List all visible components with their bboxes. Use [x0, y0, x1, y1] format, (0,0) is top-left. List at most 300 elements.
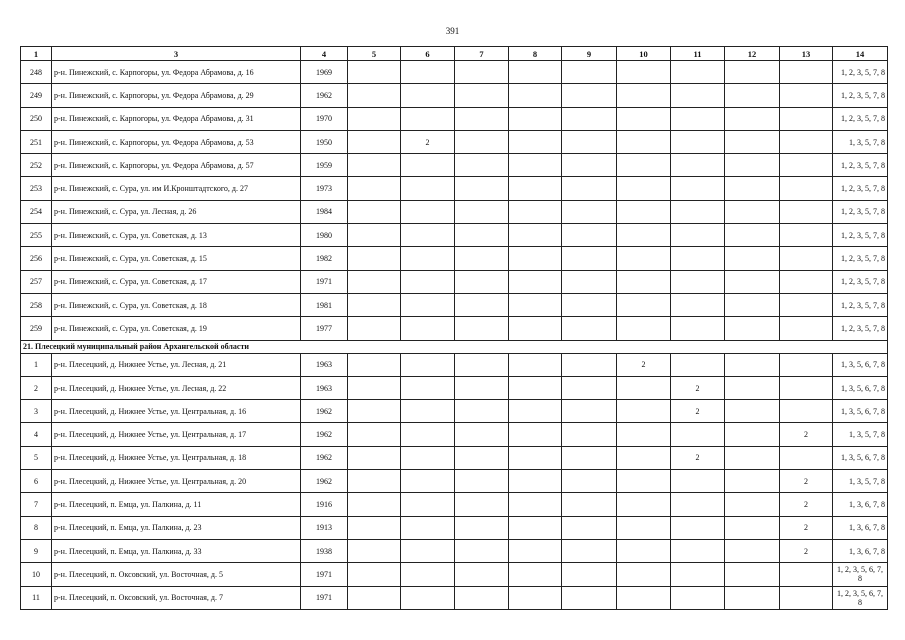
- housing-register-table: [20, 46, 888, 610]
- col9-cell: [562, 376, 617, 399]
- table-row: [21, 61, 888, 84]
- col8-cell: [509, 84, 562, 107]
- col14-cell: [833, 516, 888, 539]
- row-number-cell: 249: [21, 84, 52, 107]
- col12-cell: [725, 154, 780, 177]
- col6-cell: [401, 516, 455, 539]
- section-heading-row: [21, 340, 888, 353]
- col13-cell: [780, 270, 833, 293]
- address-cell: р-н. Плесецкий, д. Нижнее Устье, ул. Лесная, д. 21: [52, 353, 301, 376]
- table-row: [21, 107, 888, 130]
- row-number-cell: 7: [21, 493, 52, 516]
- col6-cell: [401, 177, 455, 200]
- col9-cell: [562, 107, 617, 130]
- col9-cell: [562, 293, 617, 316]
- col6-cell: [401, 200, 455, 223]
- col5-cell: [348, 317, 401, 340]
- col12-cell: [725, 586, 780, 609]
- year-cell: 1971: [301, 270, 348, 293]
- col14-cell: [833, 247, 888, 270]
- address-cell: р-н. Пинежский, с. Сура, ул. Советская, д. 15: [52, 247, 301, 270]
- col14-cell: [833, 563, 888, 586]
- col14-cell: [833, 539, 888, 562]
- column-header: 4: [301, 47, 348, 61]
- col9-cell: [562, 224, 617, 247]
- address-cell: р-н. Плесецкий, п. Емца, ул. Палкина, д. 33: [52, 539, 301, 562]
- col10-cell: [617, 84, 671, 107]
- col12-cell: [725, 224, 780, 247]
- table-row: [21, 539, 888, 562]
- address-cell: р-н. Плесецкий, д. Нижнее Устье, ул. Центральная, д. 17: [52, 423, 301, 446]
- col12-cell: [725, 317, 780, 340]
- row-number-cell: 248: [21, 61, 52, 84]
- col13-cell: 2: [780, 423, 833, 446]
- col6-cell: [401, 446, 455, 469]
- col9-cell: [562, 130, 617, 153]
- col9-cell: [562, 516, 617, 539]
- col10-cell: [617, 247, 671, 270]
- col11-cell: [671, 516, 725, 539]
- col5-cell: [348, 247, 401, 270]
- col10-cell: [617, 423, 671, 446]
- col5-cell: [348, 154, 401, 177]
- col5-cell: [348, 353, 401, 376]
- col10-cell: [617, 493, 671, 516]
- col14-cell: [833, 376, 888, 399]
- col8-cell: [509, 376, 562, 399]
- col5-cell: [348, 61, 401, 84]
- col8-cell: [509, 539, 562, 562]
- year-cell: 1963: [301, 376, 348, 399]
- col9-cell: [562, 400, 617, 423]
- row-number-cell: 258: [21, 293, 52, 316]
- col6-cell: [401, 493, 455, 516]
- col12-cell: [725, 177, 780, 200]
- col7-cell: [455, 400, 509, 423]
- col5-cell: [348, 293, 401, 316]
- col10-cell: [617, 154, 671, 177]
- col14-value: 1, 2, 3, 5, 7, 8: [841, 90, 885, 100]
- column-number-row: [21, 47, 888, 61]
- col12-cell: [725, 376, 780, 399]
- col6-cell: [401, 563, 455, 586]
- col7-cell: [455, 353, 509, 376]
- address-cell: р-н. Пинежский, с. Сура, ул. Советская, д. 17: [52, 270, 301, 293]
- year-cell: 1970: [301, 107, 348, 130]
- col7-cell: [455, 376, 509, 399]
- row-number-cell: 255: [21, 224, 52, 247]
- col14-cell: [833, 493, 888, 516]
- col7-cell: [455, 446, 509, 469]
- col7-cell: [455, 493, 509, 516]
- address-cell: р-н. Пинежский, с. Карпогоры, ул. Федора Абрамова, д. 31: [52, 107, 301, 130]
- col7-cell: [455, 61, 509, 84]
- year-cell: 1950: [301, 130, 348, 153]
- table-header: [21, 47, 888, 61]
- col8-cell: [509, 200, 562, 223]
- year-cell: 1977: [301, 317, 348, 340]
- table-row: [21, 376, 888, 399]
- col8-cell: [509, 130, 562, 153]
- table-row: [21, 423, 888, 446]
- col9-cell: [562, 446, 617, 469]
- address-cell: р-н. Плесецкий, п. Оксовский, ул. Восточная, д. 7: [52, 586, 301, 609]
- col12-cell: [725, 247, 780, 270]
- col12-cell: [725, 516, 780, 539]
- col11-cell: [671, 247, 725, 270]
- col11-cell: [671, 293, 725, 316]
- col11-cell: [671, 154, 725, 177]
- col14-cell: [833, 154, 888, 177]
- col7-cell: [455, 270, 509, 293]
- col5-cell: [348, 563, 401, 586]
- col5-cell: [348, 130, 401, 153]
- col12-cell: [725, 493, 780, 516]
- col10-cell: 2: [617, 353, 671, 376]
- address-cell: р-н. Пинежский, с. Сура, ул. им И.Кронштадтского, д. 27: [52, 177, 301, 200]
- col11-cell: [671, 563, 725, 586]
- address-cell: р-н. Пинежский, с. Сура, ул. Советская, д. 18: [52, 293, 301, 316]
- col5-cell: [348, 493, 401, 516]
- col13-cell: [780, 177, 833, 200]
- year-cell: 1913: [301, 516, 348, 539]
- col14-value: 1, 3, 6, 7, 8: [849, 523, 885, 533]
- col14-cell: [833, 353, 888, 376]
- col7-cell: [455, 200, 509, 223]
- col9-cell: [562, 177, 617, 200]
- col10-cell: [617, 61, 671, 84]
- col14-value: 1, 2, 3, 5, 7, 8: [841, 207, 885, 217]
- row-number-cell: 257: [21, 270, 52, 293]
- year-cell: 1971: [301, 586, 348, 609]
- col6-cell: [401, 84, 455, 107]
- col7-cell: [455, 317, 509, 340]
- col14-cell: [833, 293, 888, 316]
- col14-value: 1, 3, 5, 7, 8: [849, 137, 885, 147]
- column-header: 1: [21, 47, 52, 61]
- col11-cell: [671, 539, 725, 562]
- year-cell: 1962: [301, 400, 348, 423]
- col7-cell: [455, 247, 509, 270]
- col6-cell: [401, 107, 455, 130]
- row-number-cell: 10: [21, 563, 52, 586]
- col10-cell: [617, 516, 671, 539]
- col8-cell: [509, 293, 562, 316]
- col5-cell: [348, 177, 401, 200]
- col13-cell: 2: [780, 539, 833, 562]
- column-header: 10: [617, 47, 671, 61]
- col14-value: 1, 3, 5, 6, 7, 8: [841, 453, 885, 463]
- col8-cell: [509, 61, 562, 84]
- column-header: 13: [780, 47, 833, 61]
- col5-cell: [348, 470, 401, 493]
- col13-cell: [780, 84, 833, 107]
- col14-cell: [833, 317, 888, 340]
- col7-cell: [455, 470, 509, 493]
- year-cell: 1973: [301, 177, 348, 200]
- column-header: 5: [348, 47, 401, 61]
- col14-value: 1, 3, 5, 6, 7, 8: [841, 360, 885, 370]
- col11-cell: [671, 224, 725, 247]
- col8-cell: [509, 563, 562, 586]
- table-row: [21, 247, 888, 270]
- col12-cell: [725, 107, 780, 130]
- col8-cell: [509, 154, 562, 177]
- col12-cell: [725, 61, 780, 84]
- col14-cell: [833, 200, 888, 223]
- col12-cell: [725, 200, 780, 223]
- year-cell: 1962: [301, 470, 348, 493]
- year-cell: 1984: [301, 200, 348, 223]
- col13-cell: [780, 293, 833, 316]
- row-number-cell: 3: [21, 400, 52, 423]
- col9-cell: [562, 539, 617, 562]
- col14-value: 1, 2, 3, 5, 7, 8: [841, 323, 885, 333]
- col14-cell: [833, 61, 888, 84]
- year-cell: 1969: [301, 61, 348, 84]
- col5-cell: [348, 423, 401, 446]
- col12-cell: [725, 446, 780, 469]
- col11-cell: [671, 423, 725, 446]
- col14-cell: [833, 130, 888, 153]
- col6-cell: 2: [401, 130, 455, 153]
- col14-value: 1, 2, 3, 5, 7, 8: [841, 160, 885, 170]
- col11-cell: [671, 470, 725, 493]
- row-number-cell: 254: [21, 200, 52, 223]
- col14-value: 1, 3, 5, 6, 7, 8: [841, 406, 885, 416]
- col14-cell: [833, 423, 888, 446]
- section-title: 21. Плесецкий муниципальный район Архангельской области: [21, 340, 888, 353]
- col5-cell: [348, 107, 401, 130]
- col11-cell: 2: [671, 376, 725, 399]
- year-cell: 1981: [301, 293, 348, 316]
- col13-cell: [780, 130, 833, 153]
- table-row: [21, 400, 888, 423]
- col6-cell: [401, 247, 455, 270]
- col10-cell: [617, 563, 671, 586]
- col10-cell: [617, 539, 671, 562]
- col12-cell: [725, 130, 780, 153]
- col11-cell: [671, 353, 725, 376]
- col8-cell: [509, 516, 562, 539]
- row-number-cell: 8: [21, 516, 52, 539]
- address-cell: р-н. Плесецкий, п. Емца, ул. Палкина, д. 11: [52, 493, 301, 516]
- table-row: [21, 516, 888, 539]
- column-header: 8: [509, 47, 562, 61]
- col14-value: 1, 2, 3, 5, 7, 8: [841, 300, 885, 310]
- col14-cell: [833, 400, 888, 423]
- col9-cell: [562, 270, 617, 293]
- col12-cell: [725, 353, 780, 376]
- col13-cell: [780, 400, 833, 423]
- address-cell: р-н. Плесецкий, п. Оксовский, ул. Восточная, д. 5: [52, 563, 301, 586]
- col14-cell: [833, 270, 888, 293]
- year-cell: 1916: [301, 493, 348, 516]
- col8-cell: [509, 586, 562, 609]
- row-number-cell: 252: [21, 154, 52, 177]
- year-cell: 1962: [301, 423, 348, 446]
- row-number-cell: 2: [21, 376, 52, 399]
- table-row: [21, 317, 888, 340]
- col13-cell: 2: [780, 516, 833, 539]
- table-body: [21, 61, 888, 610]
- address-cell: р-н. Пинежский, с. Карпогоры, ул. Федора Абрамова, д. 57: [52, 154, 301, 177]
- address-cell: р-н. Пинежский, с. Сура, ул. Советская, д. 13: [52, 224, 301, 247]
- col13-cell: [780, 446, 833, 469]
- row-number-cell: 11: [21, 586, 52, 609]
- column-header: 6: [401, 47, 455, 61]
- col14-cell: [833, 84, 888, 107]
- column-header: 11: [671, 47, 725, 61]
- col10-cell: [617, 200, 671, 223]
- table-row: [21, 563, 888, 586]
- table-row: [21, 177, 888, 200]
- row-number-cell: 256: [21, 247, 52, 270]
- year-cell: 1982: [301, 247, 348, 270]
- col12-cell: [725, 539, 780, 562]
- col7-cell: [455, 130, 509, 153]
- col6-cell: [401, 376, 455, 399]
- col9-cell: [562, 200, 617, 223]
- col12-cell: [725, 84, 780, 107]
- column-header: 3: [52, 47, 301, 61]
- col13-cell: [780, 224, 833, 247]
- col14-value: 1, 3, 6, 7, 8: [849, 546, 885, 556]
- col12-cell: [725, 293, 780, 316]
- table-row: [21, 224, 888, 247]
- col6-cell: [401, 423, 455, 446]
- address-cell: р-н. Плесецкий, д. Нижнее Устье, ул. Центральная, д. 18: [52, 446, 301, 469]
- col8-cell: [509, 224, 562, 247]
- col11-cell: [671, 493, 725, 516]
- table-row: [21, 470, 888, 493]
- col14-value: 1, 2, 3, 5, 7, 8: [841, 67, 885, 77]
- col11-cell: [671, 107, 725, 130]
- col8-cell: [509, 400, 562, 423]
- col5-cell: [348, 400, 401, 423]
- col14-cell: [833, 446, 888, 469]
- row-number-cell: 251: [21, 130, 52, 153]
- col7-cell: [455, 177, 509, 200]
- row-number-cell: 6: [21, 470, 52, 493]
- col7-cell: [455, 107, 509, 130]
- table-row: [21, 446, 888, 469]
- col13-cell: [780, 200, 833, 223]
- year-cell: 1971: [301, 563, 348, 586]
- col9-cell: [562, 586, 617, 609]
- col13-cell: [780, 107, 833, 130]
- col6-cell: [401, 539, 455, 562]
- col10-cell: [617, 400, 671, 423]
- col14-cell: [833, 224, 888, 247]
- table-row: [21, 293, 888, 316]
- col11-cell: 2: [671, 446, 725, 469]
- address-cell: р-н. Плесецкий, д. Нижнее Устье, ул. Центральная, д. 20: [52, 470, 301, 493]
- row-number-cell: 5: [21, 446, 52, 469]
- col9-cell: [562, 353, 617, 376]
- address-cell: р-н. Пинежский, с. Карпогоры, ул. Федора Абрамова, д. 53: [52, 130, 301, 153]
- col10-cell: [617, 107, 671, 130]
- row-number-cell: 250: [21, 107, 52, 130]
- row-number-cell: 4: [21, 423, 52, 446]
- col10-cell: [617, 470, 671, 493]
- col7-cell: [455, 423, 509, 446]
- col14-value: 1, 2, 3, 5, 6, 7, 8: [837, 565, 883, 584]
- col12-cell: [725, 270, 780, 293]
- col10-cell: [617, 586, 671, 609]
- col14-value: 1, 3, 5, 7, 8: [849, 430, 885, 440]
- address-cell: р-н. Пинежский, с. Сура, ул. Советская, д. 19: [52, 317, 301, 340]
- row-number-cell: 1: [21, 353, 52, 376]
- col11-cell: [671, 200, 725, 223]
- col12-cell: [725, 563, 780, 586]
- col10-cell: [617, 224, 671, 247]
- col8-cell: [509, 446, 562, 469]
- col13-cell: 2: [780, 493, 833, 516]
- col9-cell: [562, 61, 617, 84]
- col8-cell: [509, 247, 562, 270]
- col9-cell: [562, 247, 617, 270]
- col8-cell: [509, 423, 562, 446]
- col14-cell: [833, 586, 888, 609]
- address-cell: р-н. Плесецкий, п. Емца, ул. Палкина, д. 23: [52, 516, 301, 539]
- col13-cell: [780, 376, 833, 399]
- column-header: 12: [725, 47, 780, 61]
- col12-cell: [725, 400, 780, 423]
- col5-cell: [348, 586, 401, 609]
- column-header: 7: [455, 47, 509, 61]
- col9-cell: [562, 470, 617, 493]
- col6-cell: [401, 270, 455, 293]
- col8-cell: [509, 317, 562, 340]
- col9-cell: [562, 154, 617, 177]
- table-row: [21, 493, 888, 516]
- col6-cell: [401, 586, 455, 609]
- col6-cell: [401, 154, 455, 177]
- col11-cell: [671, 61, 725, 84]
- col13-cell: [780, 353, 833, 376]
- col9-cell: [562, 317, 617, 340]
- col8-cell: [509, 107, 562, 130]
- col11-cell: [671, 586, 725, 609]
- year-cell: 1962: [301, 446, 348, 469]
- col8-cell: [509, 177, 562, 200]
- row-number-cell: 259: [21, 317, 52, 340]
- table-row: [21, 130, 888, 153]
- col9-cell: [562, 493, 617, 516]
- col5-cell: [348, 84, 401, 107]
- col6-cell: [401, 470, 455, 493]
- col14-cell: [833, 470, 888, 493]
- col7-cell: [455, 539, 509, 562]
- col5-cell: [348, 200, 401, 223]
- col7-cell: [455, 293, 509, 316]
- table-row: [21, 154, 888, 177]
- col6-cell: [401, 293, 455, 316]
- col11-cell: [671, 317, 725, 340]
- col10-cell: [617, 293, 671, 316]
- column-header: 14: [833, 47, 888, 61]
- col9-cell: [562, 563, 617, 586]
- col13-cell: [780, 586, 833, 609]
- col14-value: 1, 2, 3, 5, 7, 8: [841, 114, 885, 124]
- address-cell: р-н. Пинежский, с. Карпогоры, ул. Федора Абрамова, д. 29: [52, 84, 301, 107]
- col13-cell: [780, 154, 833, 177]
- col13-cell: [780, 563, 833, 586]
- col8-cell: [509, 353, 562, 376]
- col7-cell: [455, 586, 509, 609]
- col14-value: 1, 3, 5, 7, 8: [849, 476, 885, 486]
